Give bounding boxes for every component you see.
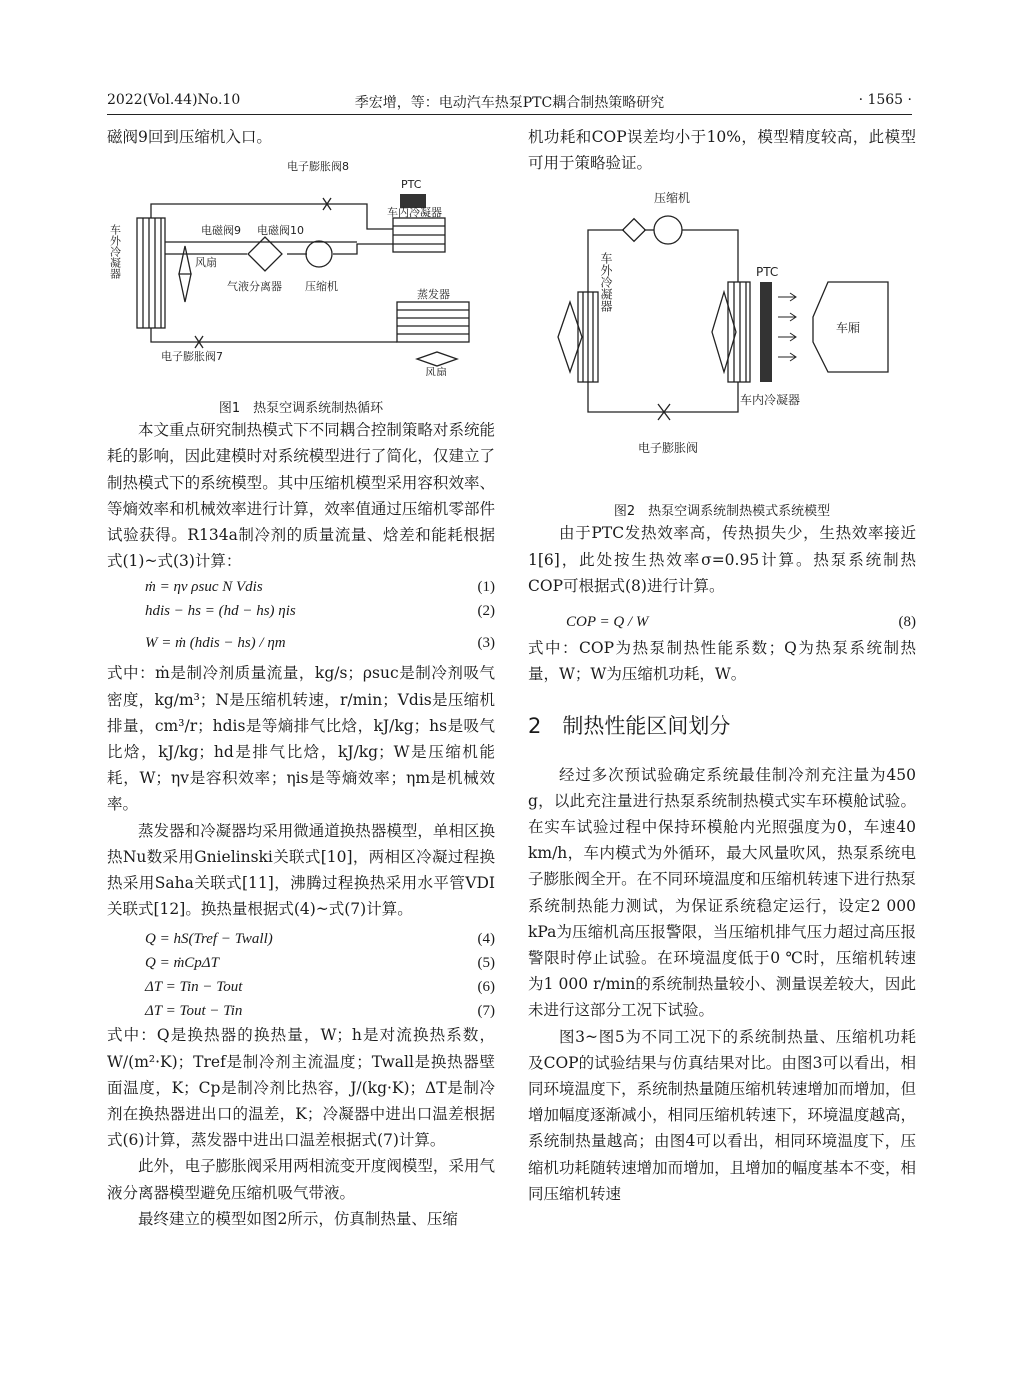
paragraph: 蒸发器和冷凝器均采用微通道换热器模型，单相区换热Nu数采用Gnielinski关联式[10]，两相区冷凝过程换热采用Saha关联式[11]，沸腾过程换热采用水平管VDI关联式[12]。换热量根据式(4)~式(7)计算。 — [107, 821, 495, 919]
label-outdoor-condenser: 车外冷凝器 — [599, 252, 613, 313]
paragraph: 式中：Q是换热器的换热量，W；h是对流换热系数，W/(m²·K)；Tref是制冷剂主流温度；Twall是换热器壁面温度，K；Cp是制冷剂比热容，J/(kg·K)；ΔT是制冷剂在换热器进出口的温差，K；冷凝器中进出口温差根据式(6)计算，蒸发器中进出口温差根据式(7)计算。 — [107, 1026, 495, 1150]
label-indoor-condenser: 车内冷凝器 — [387, 206, 442, 220]
figure-2 — [528, 182, 916, 519]
journal-issue: 2022(Vol.44)No.10 — [107, 92, 241, 108]
equation-2: hdis − hs = (hd − hs) ηis (2) — [145, 603, 495, 620]
paragraph: 本文重点研究制热模式下不同耦合控制策略对系统能耗的影响，因此建模时对系统模型进行了简化，仅建立了制热模式下的系统模型。其中压缩机模型采用容积效率、等熵效率和机械效率进行计算，效率值通过压缩机零部件试验获得。R134a制冷剂的质量流量、焓差和能耗根据式(1)~式(3)计算： — [107, 421, 495, 571]
label-cabin: 车厢 — [836, 321, 861, 336]
paragraph: 由于PTC发热效率高，传热损失少，生热效率接近1[6]，此处按生热效率σ=0.95计算。热泵系统制热COP可根据式(8)进行计算。 — [528, 524, 916, 595]
equation-3: W = ṁ (hdis − hs) / ηm (3) — [145, 635, 495, 652]
paragraph: 式中：ṁ是制冷剂质量流量，kg/s；ρsuc是制冷剂吸气密度，kg/m³；N是压缩机转速，r/min；Vdis是压缩机排量，cm³/r；hdis是等熵排气比焓，kJ/kg；hs是吸气比焓，kJ/kg；hd是排气比焓，kJ/kg；W是压缩机能耗，W；ηv是容积效率；ηis是等熵效率；ηm是机械效率。 — [107, 664, 495, 814]
equation-7: ΔT = Tout − Tin (7) — [145, 1003, 495, 1020]
label-separator: 气液分离器 — [227, 280, 282, 294]
label-ptc: PTC — [756, 265, 779, 280]
figure-1-caption: 图1 热泵空调系统制热循环 — [218, 401, 384, 417]
paragraph: 此外，电子膨胀阀采用两相流变开度阀模型，采用气液分离器模型避免压缩机吸气带液。 — [107, 1157, 495, 1202]
label-evalve: 电子膨胀阀 — [638, 441, 699, 456]
left-column — [107, 124, 495, 1232]
equation-4: Q = hS(Tref − Twall) (4) — [145, 931, 495, 948]
paragraph: 机功耗和COP误差均小于10%，模型精度较高，此模型可用于策略验证。 — [528, 128, 916, 173]
page-number: · 1565 · — [858, 92, 912, 108]
label-ptc: PTC — [401, 178, 422, 192]
label-svalve9: 电磁阀9 — [201, 224, 241, 238]
label-fan: 风扇 — [195, 256, 217, 270]
figure-1-diagram — [107, 154, 495, 376]
paragraph: 经过多次预试验确定系统最佳制冷剂充注量为450 g，以此充注量进行热泵系统制热模式实车环模舱试验。在实车试验过程中保持环模舱内光照强度为0，车速40 km/h，车内模式为外循环，最大风量吹风，热泵系统电子膨胀阀全开。在不同环境温度和压缩机转速下进行热泵系统制热能力测试，为保证系统稳定运行，设定2 000 kPa为压缩机高压报警限，当压缩机排气压力超过高压报警限时停止试验。在环境温度低于0 ℃时，压缩机转速为1 000 r/min的系统制热量较小、测量误差较大，因此未进行这部分工况下试验。 — [528, 765, 916, 1020]
figure-1 — [107, 154, 495, 417]
equation-5: Q = ṁCpΔT (5) — [145, 955, 495, 972]
paragraph: 式中：COP为热泵制热性能系数；Q为热泵系统制热量，W；W为压缩机功耗，W。 — [528, 639, 916, 684]
equation-8: COP = Q / W (8) — [566, 614, 916, 631]
paragraph: 磁阀9回到压缩机入口。 — [107, 128, 272, 146]
equation-6: ΔT = Tin − Tout (6) — [145, 979, 495, 996]
label-indoor-condenser: 车内冷凝器 — [740, 393, 801, 408]
figure-2-caption: 图2 热泵空调系统制热模式系统模型 — [613, 503, 831, 519]
ptc-block — [760, 282, 772, 382]
running-header — [107, 92, 912, 115]
figure-2-diagram — [528, 182, 916, 472]
paragraph: 最终建立的模型如图2所示，仿真制热量、压缩 — [138, 1209, 458, 1228]
label-svalve10: 电磁阀10 — [257, 224, 304, 238]
section-heading: 2 制热性能区间划分 — [528, 714, 731, 739]
right-column — [528, 124, 916, 1207]
label-evalve7: 电子膨胀阀7 — [161, 350, 223, 364]
equation-1: ṁ = ηv ρsuc N Vdis (1) — [145, 579, 495, 596]
label-compressor: 压缩机 — [654, 191, 691, 206]
paragraph: 图3~图5为不同工况下的系统制热量、压缩机功耗及COP的试验结果与仿真结果对比。由图3可以看出，相同环境温度下，系统制热量随压缩机转速增加而增加，但增加幅度逐渐减小，相同压缩机转速下，环境温度越高，系统制热量越高；由图4可以看出，相同环境温度下，压缩机功耗随转速增加而增加，且增加的幅度基本不变，相同压缩机转速 — [528, 1027, 916, 1203]
label-compressor: 压缩机 — [305, 280, 338, 294]
label-blower: 风扇 — [425, 366, 447, 377]
label-evalve8: 电子膨胀阀8 — [287, 160, 349, 174]
label-outdoor-condenser: 车外冷凝器 — [108, 224, 122, 280]
label-evaporator: 蒸发器 — [417, 288, 450, 302]
running-title: 季宏增，等：电动汽车热泵PTC耦合制热策略研究 — [354, 95, 665, 111]
